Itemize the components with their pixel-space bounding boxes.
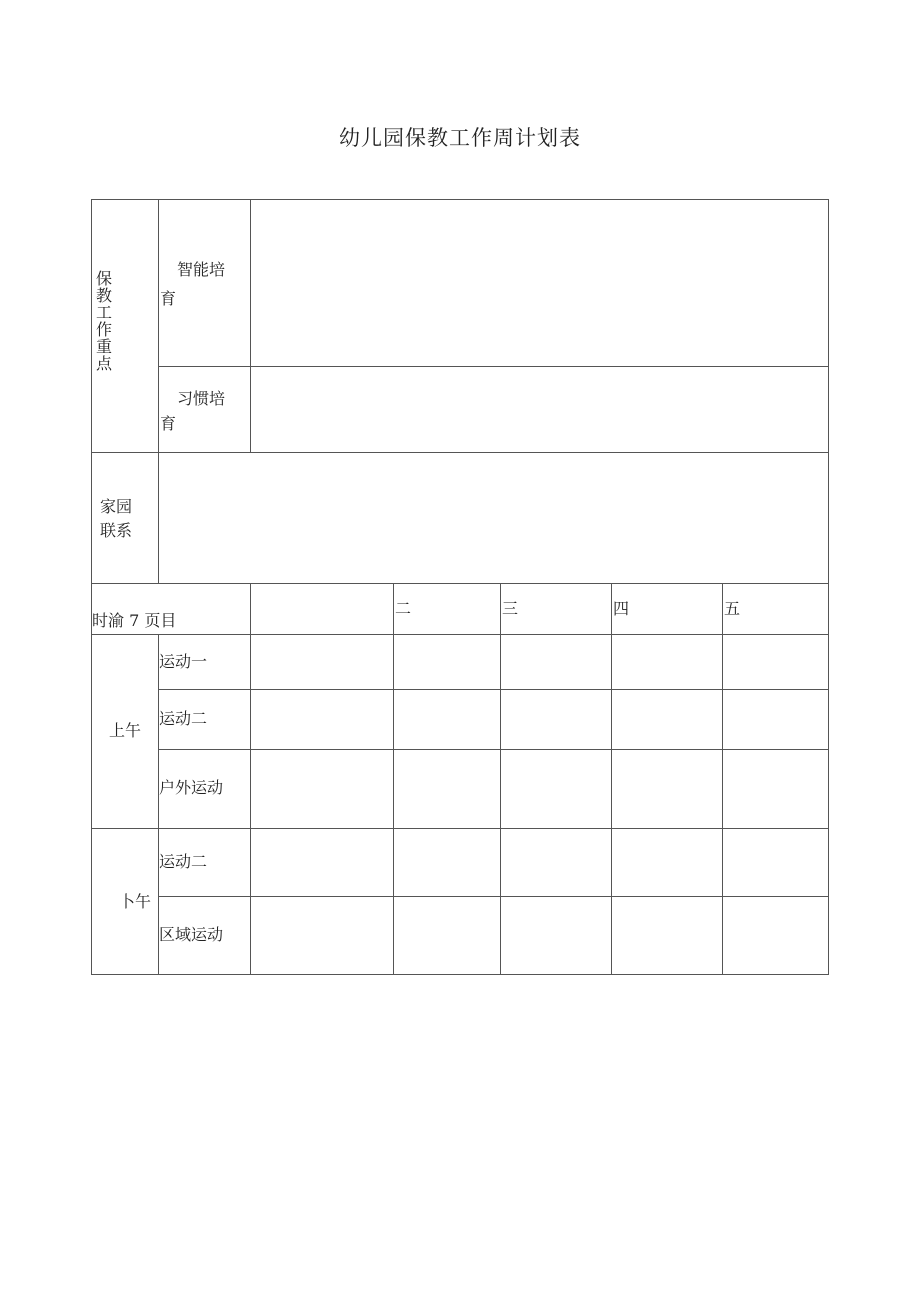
weekly-plan-table (91, 199, 829, 975)
schedule-cell[interactable] (502, 830, 610, 895)
habit-label-line1: 习惯培 (177, 389, 226, 408)
day-header-3: 三 (502, 599, 519, 618)
morning-row-1-label: 运动一 (159, 652, 208, 671)
rule-pm-top (91, 828, 829, 829)
day-header-2: 二 (395, 599, 412, 618)
afternoon-row-2-label: 区域运动 (159, 925, 224, 944)
schedule-cell[interactable] (252, 751, 392, 827)
home-school-content-cell[interactable] (160, 454, 827, 582)
day-header-5: 五 (724, 599, 741, 618)
habit-label-line2: 育 (160, 414, 177, 433)
schedule-cell[interactable] (395, 636, 499, 688)
schedule-cell[interactable] (613, 636, 721, 688)
rule-am-row1 (158, 689, 829, 690)
table-border-top (91, 199, 829, 200)
schedule-cell[interactable] (724, 636, 827, 688)
schedule-cell[interactable] (252, 636, 392, 688)
habit-content-cell[interactable] (252, 368, 827, 451)
schedule-cell[interactable] (502, 636, 610, 688)
rule-day5-col (722, 583, 723, 975)
schedule-cell[interactable] (252, 830, 392, 895)
morning-row-3-label: 户外运动 (159, 778, 224, 797)
schedule-cell[interactable] (613, 691, 721, 748)
page-title: 幼儿园保教工作周计划表 (339, 126, 581, 150)
rule-day1-col (250, 583, 251, 975)
table-border-bottom (91, 974, 829, 975)
schedule-cell[interactable] (502, 751, 610, 827)
schedule-cell[interactable] (395, 830, 499, 895)
afternoon-row-1-label: 运动二 (159, 852, 208, 871)
rule-pm-row1 (158, 896, 829, 897)
rule-day3-col (500, 583, 501, 975)
rule-focus-divider (158, 366, 829, 367)
schedule-cell[interactable] (724, 898, 827, 973)
schedule-cell[interactable] (724, 691, 827, 748)
schedule-cell[interactable] (724, 751, 827, 827)
schedule-cell[interactable] (613, 751, 721, 827)
schedule-cell[interactable] (502, 691, 610, 748)
rule-header-bottom (91, 634, 829, 635)
schedule-cell[interactable] (613, 898, 721, 973)
schedule-cell[interactable] (395, 898, 499, 973)
table-border-left (91, 199, 92, 975)
rule-am-row2 (158, 749, 829, 750)
afternoon-label: 卜午 (119, 892, 152, 911)
day-header-4: 四 (613, 599, 630, 618)
home-school-label-line2: 联系 (100, 521, 133, 540)
schedule-cell[interactable] (252, 691, 392, 748)
schedule-corner-label: 时渝 7 页目 (92, 611, 177, 630)
table-border-right (828, 199, 829, 975)
rule-day2-col (393, 583, 394, 975)
schedule-cell[interactable] (395, 691, 499, 748)
rule-header-top (91, 583, 829, 584)
intellect-label-line1: 智能培 (177, 260, 226, 279)
schedule-cell[interactable] (395, 751, 499, 827)
rule-sublabel-col (250, 199, 251, 453)
rule-home-top (91, 452, 829, 453)
schedule-cell[interactable] (252, 898, 392, 973)
rule-label-col (158, 199, 159, 583)
morning-label: 上午 (109, 721, 142, 740)
schedule-cell[interactable] (724, 830, 827, 895)
intellect-content-cell[interactable] (252, 201, 827, 365)
focus-section-label: 保教工作重点 (96, 269, 113, 373)
schedule-cell[interactable] (613, 830, 721, 895)
morning-row-2-label: 运动二 (159, 709, 208, 728)
intellect-label-line2: 育 (160, 289, 177, 308)
rule-day4-col (611, 583, 612, 975)
schedule-cell[interactable] (502, 898, 610, 973)
home-school-label-line1: 家园 (100, 497, 133, 516)
